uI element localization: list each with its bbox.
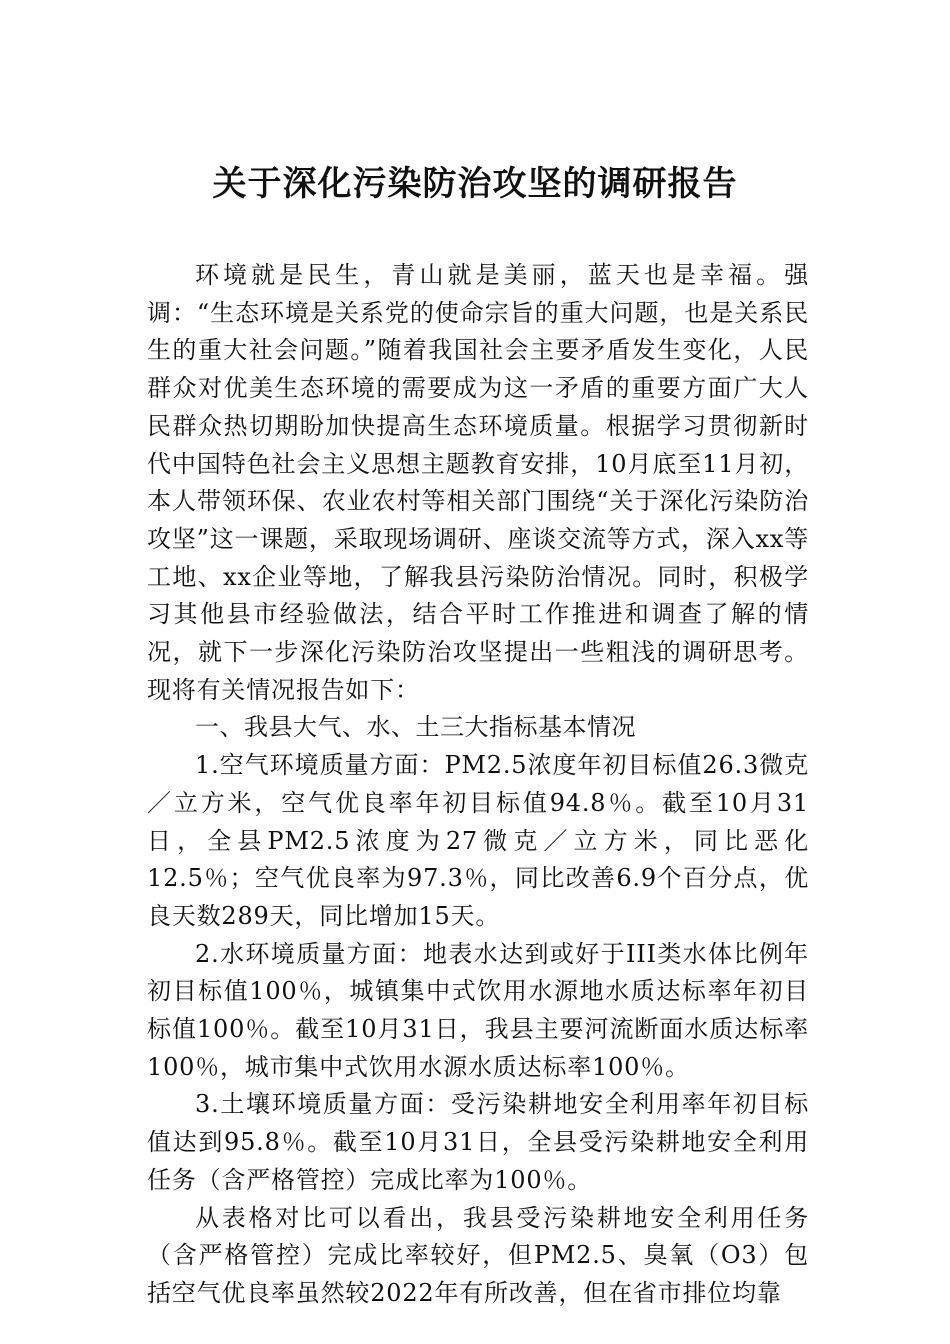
soil-quality-paragraph: 3.土壤环境质量方面：受污染耕地安全利用率年初目标值达到95.8％。截至10月31日，全县受污染耕地安全利用任务（含严格管控）完成比率为100％。 <box>147 1090 809 1194</box>
document-body <box>147 257 809 1313</box>
water-quality-paragraph: 2.水环境质量方面：地表水达到或好于III类水体比例年初目标值100％，城镇集中式饮用水源地水质达标率年初目标值100％。截至10月31日，我县主要河流断面水质达标率100％，城市集中式饮用水源水质达标率100％。 <box>147 939 809 1081</box>
intro-paragraph: 环境就是民生，青山就是美丽，蓝天也是幸福。强调：“生态环境是关系党的使命宗旨的重大问题，也是关系民生的重大社会问题。”随着我国社会主要矛盾发生变化，人民群众对优美生态环境的需要成为这一矛盾的重要方面广大人民群众热切期盼加快提高生态环境质量。根据学习贯彻新时代中国特色社会主义思想主题教育安排，10月底至11月初，本人带领环保、农业农村等相关部门围绕“关于深化污染防治攻坚”这一课题，采取现场调研、座谈交流等方式，深入xx等工地、xx企业等地，了解我县污染防治情况。同时，积极学习其他县市经验做法，结合平时工作推进和调查了解的情况，就下一步深化污染防治攻坚提出一些粗浅的调研思考。现将有关情况报告如下： <box>147 261 809 704</box>
document-title: 关于深化污染防治攻坚的调研报告 <box>212 164 738 204</box>
comparison-paragraph: 从表格对比可以看出，我县受污染耕地安全利用任务（含严格管控）完成比率较好，但PM2.5、臭氧（O3）包括空气优良率虽然较2022年有所改善，但在省市排位均靠 <box>147 1203 809 1307</box>
section-heading-indicators: 一、我县大气、水、土三大指标基本情况 <box>195 713 636 742</box>
air-quality-paragraph: 1.空气环境质量方面：PM2.5浓度年初目标值26.3微克／立方米，空气优良率年初目标值94.8％。截至10月31日，全县PM2.5浓度为27微克／立方米，同比恶化12.5％；空气优良率为97.3％，同比改善6.9个百分点，优良天数289天，同比增加15天。 <box>147 751 809 930</box>
